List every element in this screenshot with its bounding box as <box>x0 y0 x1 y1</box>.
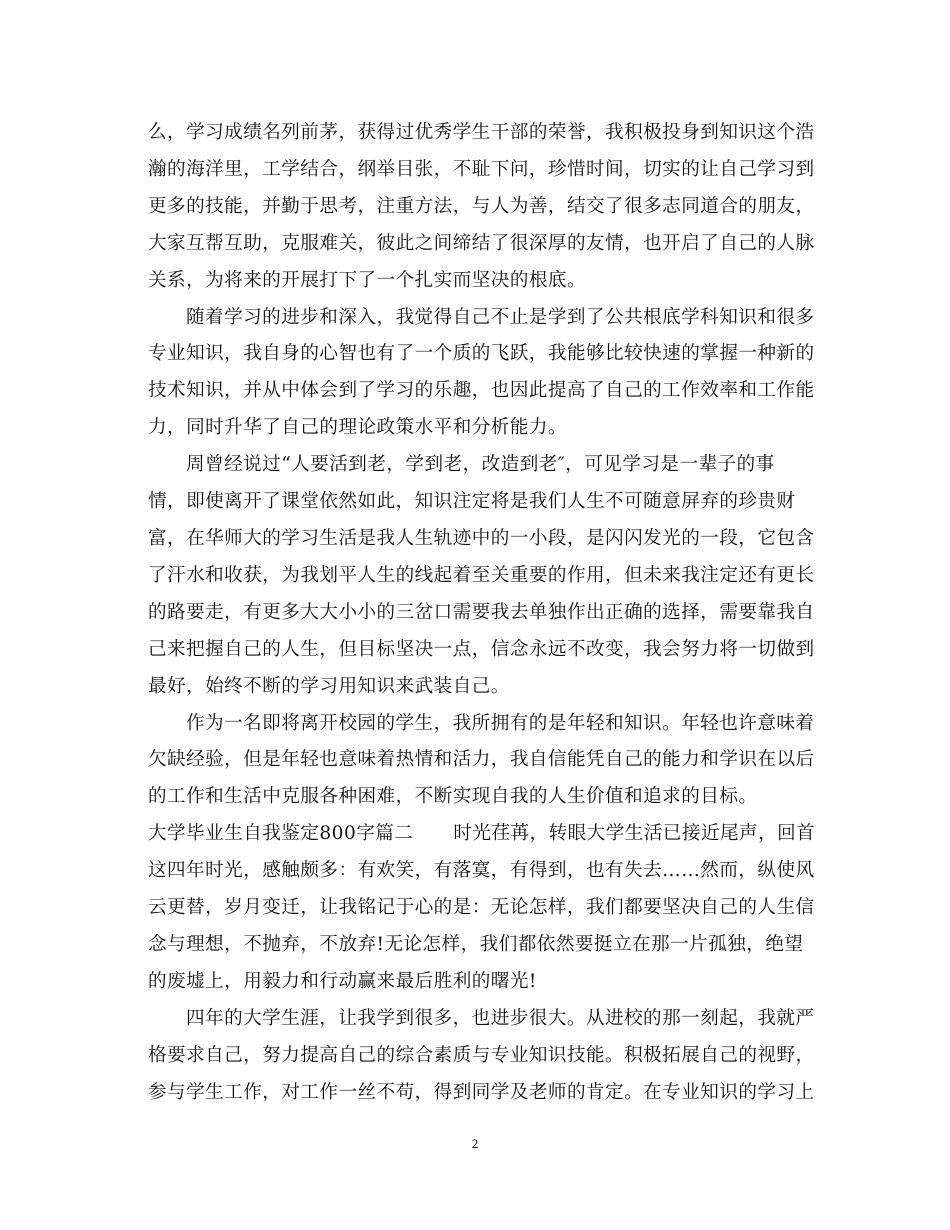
text-line: 专业知识，我自身的心智也有了一个质的飞跃，我能够比较快速的掌握一种新的 <box>148 343 815 365</box>
text-line: 情，即使离开了课堂依然如此，知识注定将是我们人生不可随意屏弃的珍贵财 <box>148 491 796 513</box>
text-fragment: 时光荏苒，转眼大学生活已接近尾声，回首 <box>453 823 816 845</box>
text-line: 了汗水和收获，为我划平人生的线起着至关重要的作用，但未来我注定还有更长 <box>148 564 815 586</box>
text-line: 欠缺经验，但是年轻也意味着热情和活力，我自信能凭自己的能力和学识在以后 <box>148 749 815 771</box>
text-line <box>148 816 816 853</box>
paragraph <box>148 1001 815 1112</box>
text-line: 云更替，岁月变迁，让我铭记于心的是：无论怎样，我们都要坚决自己的人生信 <box>148 897 815 919</box>
text-line: 随着学习的进步和深入，我觉得自己不止是学到了公共根底学科知识和很多 <box>186 306 815 328</box>
text-line: 念与理想，不抛弃，不放弃!无论怎样，我们都依然要挺立在那一片孤独，绝望 <box>148 933 804 955</box>
text-line: 力，同时升华了自己的理论政策水平和分析能力。 <box>148 417 567 439</box>
text-line: 关系，为将来的开展打下了一个扎实而坚决的根底。 <box>148 269 587 291</box>
text-line: 更多的技能，并勤于思考，注重方法，与人为善，结交了很多志同道合的朋友， <box>148 195 815 217</box>
document-body <box>148 115 816 1111</box>
paragraph <box>148 447 815 705</box>
paragraph <box>148 706 815 817</box>
text-line: 技术知识，并从中体会到了学习的乐趣，也因此提高了自己的工作效率和工作能 <box>148 380 815 402</box>
paragraph <box>148 816 816 1001</box>
text-line: 么，学习成绩名列前茅，获得过优秀学生干部的荣誉，我积极投身到知识这个浩 <box>148 122 815 143</box>
text-line: 格要求自己，努力提高自己的综合素质与专业知识技能。积极拓展自己的视野， <box>148 1044 815 1066</box>
paragraph <box>148 115 815 300</box>
text-line: 参与学生工作，对工作一丝不苟，得到同学及老师的肯定。在专业知识的学习上 <box>148 1081 815 1103</box>
text-line: 己来把握自己的人生，但目标坚决一点，信念永远不改变，我会努力将一切做到 <box>148 638 815 660</box>
text-line: 最好，始终不断的学习用知识来武装自己。 <box>148 675 510 697</box>
paragraph <box>148 300 815 448</box>
page-number: 2 <box>471 1136 479 1151</box>
text-line: 瀚的海洋里，工学结合，纲举目张，不耻下问，珍惜时间，切实的让自己学习到 <box>148 158 815 180</box>
text-line: 的废墟上，用毅力和行动赢来最后胜利的曙光! <box>148 970 537 992</box>
text-line: 周曾经说过“人要活到老，学到老，改造到老″，可见学习是一辈子的事 <box>186 454 775 476</box>
text-line: 四年的大学生涯，让我学到很多，也进步很大。从进校的那一刻起，我就严 <box>186 1007 815 1029</box>
text-line: 富，在华师大的学习生活是我人生轨迹中的一小段，是闪闪发光的一段，它包含 <box>148 527 815 549</box>
text-line: 作为一名即将离开校园的学生，我所拥有的是年轻和知识。年轻也许意味着 <box>186 712 815 734</box>
section-heading: 大学毕业生自我鉴定800字篇二 <box>148 823 414 845</box>
text-line: 这四年时光，感触颇多：有欢笑，有落寞，有得到，也有失去……然而，纵使风 <box>148 860 815 882</box>
text-line: 大家互帮互助，克服难关，彼此之间缔结了很深厚的友情，也开启了自己的人脉 <box>148 232 815 254</box>
text-line: 的路要走，有更多大大小小的三岔口需要我去单独作出正确的选择，需要靠我自 <box>148 601 815 623</box>
text-line: 的工作和生活中克服各种困难，不断实现自我的人生价值和追求的目标。 <box>148 786 758 808</box>
